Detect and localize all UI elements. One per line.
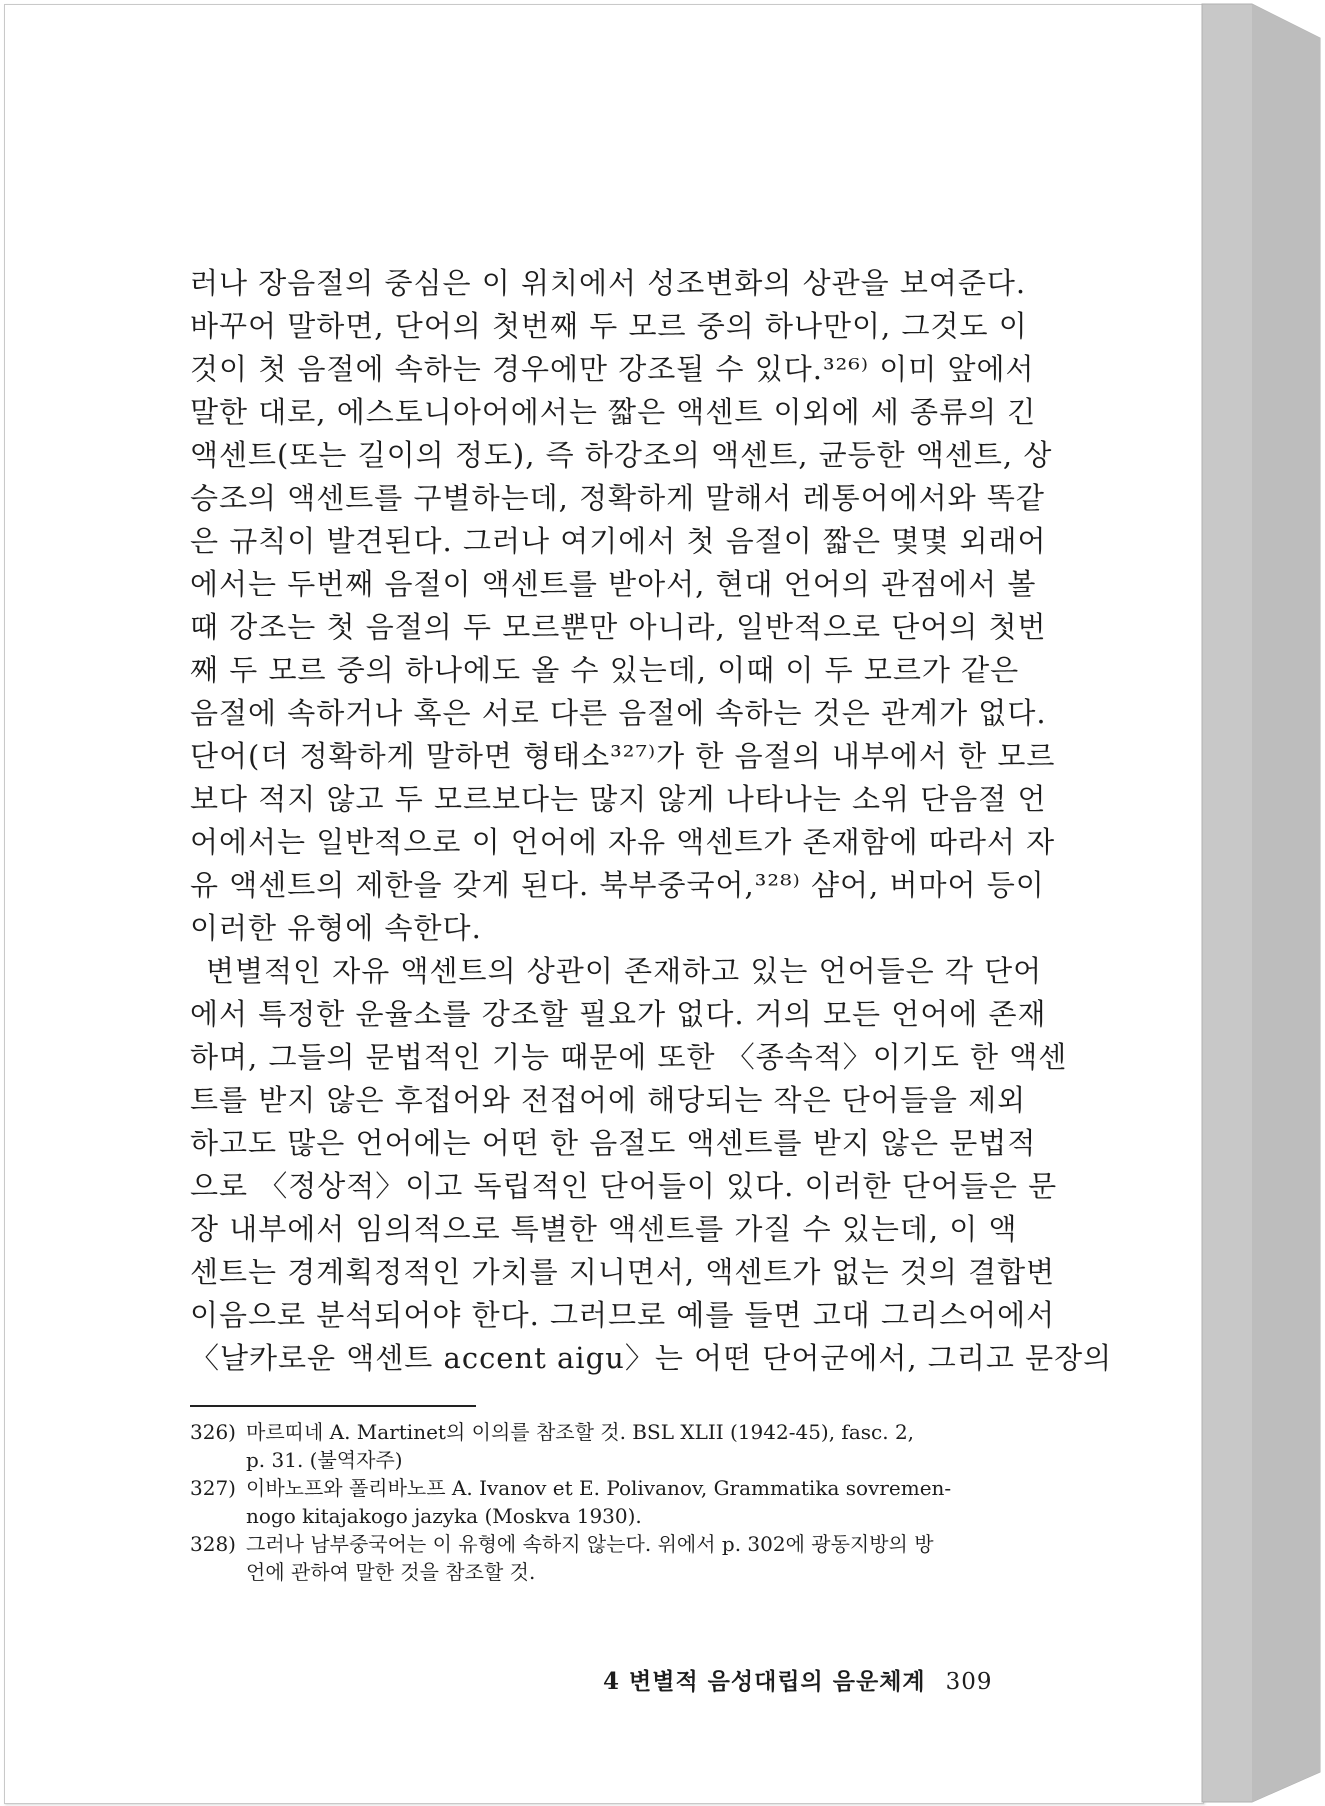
- body-line: 에서 특정한 운율소를 강조할 필요가 없다. 거의 모든 언어에 존재: [190, 997, 1047, 1031]
- footnote-text: 마르띠네 A. Martinet의 이의를 참조할 것. BSL XLII (1942-45), fasc. 2,: [246, 1420, 915, 1444]
- footnotes: [190, 1418, 1012, 1586]
- body-line: 에서는 두번째 음절이 액센트를 받아서, 현대 언어의 관점에서 볼: [190, 567, 1037, 601]
- body-line: 은 규칙이 발견된다. 그러나 여기에서 첫 음절이 짧은 몇몇 외래어: [190, 524, 1047, 558]
- body-line: 트를 받지 않은 후접어와 전접어에 해당되는 작은 단어들을 제외: [190, 1083, 1027, 1117]
- body-text: [190, 262, 1113, 1380]
- footnote-number: 327): [190, 1476, 236, 1500]
- footnote-328: [190, 1530, 1012, 1586]
- footnote-number: 328): [190, 1532, 236, 1556]
- footnote-divider: [190, 1405, 476, 1407]
- page-number: 309: [945, 1669, 993, 1695]
- body-line: 변별적인 자유 액센트의 상관이 존재하고 있는 언어들은 각 단어: [206, 954, 1043, 988]
- body-line: 것이 첫 음절에 속하는 경우에만 강조될 수 있다.³²⁶⁾ 이미 앞에서: [190, 352, 1035, 386]
- body-line: 음절에 속하거나 혹은 서로 다른 음절에 속하는 것은 관계가 없다.: [190, 696, 1047, 730]
- running-footer: [603, 1663, 993, 1696]
- footnote-text: 그러나 남부중국어는 이 유형에 속하지 않는다. 위에서 p. 302에 광동지방의 방: [246, 1532, 934, 1556]
- footnote-326: [190, 1418, 1012, 1474]
- body-line: 때 강조는 첫 음절의 두 모르뿐만 아니라, 일반적으로 단어의 첫번: [190, 610, 1047, 644]
- body-line: 〈날카로운 액센트 accent aigu〉는 어떤 단어군에서, 그리고 문장의: [190, 1341, 1113, 1375]
- body-line: 장 내부에서 임의적으로 특별한 액센트를 가질 수 있는데, 이 액: [190, 1212, 1018, 1246]
- body-line: 이음으로 분석되어야 한다. 그러므로 예를 들면 고대 그리스어에서: [190, 1298, 1056, 1332]
- body-line: 으로 〈정상적〉이고 독립적인 단어들이 있다. 이러한 단어들은 문: [190, 1169, 1058, 1203]
- body-line: 단어(더 정확하게 말하면 형태소³²⁷⁾가 한 음절의 내부에서 한 모르: [190, 739, 1056, 773]
- footnote-text-cont: p. 31. (불역자주): [246, 1448, 403, 1472]
- footnote-text-cont: 언에 관하여 말한 것을 참조할 것.: [246, 1560, 536, 1584]
- footnote-text-cont: nogo kitajakogo jazyka (Moskva 1930).: [246, 1504, 642, 1528]
- body-line: 이러한 유형에 속한다.: [190, 911, 482, 945]
- body-line: 승조의 액센트를 구별하는데, 정확하게 말해서 레통어에서와 똑같: [190, 481, 1045, 515]
- book-edge: [1190, 0, 1325, 1806]
- chapter-title: 4 변별적 음성대립의 음운체계: [603, 1668, 926, 1695]
- body-line: 유 액센트의 제한을 갖게 된다. 북부중국어,³²⁸⁾ 샴어, 버마어 등이: [190, 868, 1045, 902]
- footnote-text: 이바노프와 폴리바노프 A. Ivanov et E. Polivanov, Grammatika sovremen-: [246, 1476, 952, 1500]
- footnote-number: 326): [190, 1420, 236, 1444]
- body-line: 어에서는 일반적으로 이 언어에 자유 액센트가 존재함에 따라서 자: [190, 825, 1056, 859]
- body-line: 째 두 모르 중의 하나에도 올 수 있는데, 이때 이 두 모르가 같은: [190, 653, 1020, 687]
- body-line: 센트는 경계획정적인 가치를 지니면서, 액센트가 없는 것의 결합변: [190, 1255, 1056, 1289]
- body-line: 하며, 그들의 문법적인 기능 때문에 또한 〈종속적〉이기도 한 액센: [190, 1040, 1068, 1074]
- body-line: 액센트(또는 길이의 정도), 즉 하강조의 액센트, 균등한 액센트, 상: [190, 438, 1053, 472]
- body-line: 러나 장음절의 중심은 이 위치에서 성조변화의 상관을 보여준다.: [190, 266, 1027, 300]
- body-line: 하고도 많은 언어에는 어떤 한 음절도 액센트를 받지 않은 문법적: [190, 1126, 1037, 1160]
- footnote-327: [190, 1474, 1012, 1530]
- body-line: 바꾸어 말하면, 단어의 첫번째 두 모르 중의 하나만이, 그것도 이: [190, 309, 1028, 343]
- body-line: 말한 대로, 에스토니아어에서는 짧은 액센트 이외에 세 종류의 긴: [190, 395, 1037, 429]
- body-line: 보다 적지 않고 두 모르보다는 많지 않게 나타나는 소위 단음절 언: [190, 782, 1047, 816]
